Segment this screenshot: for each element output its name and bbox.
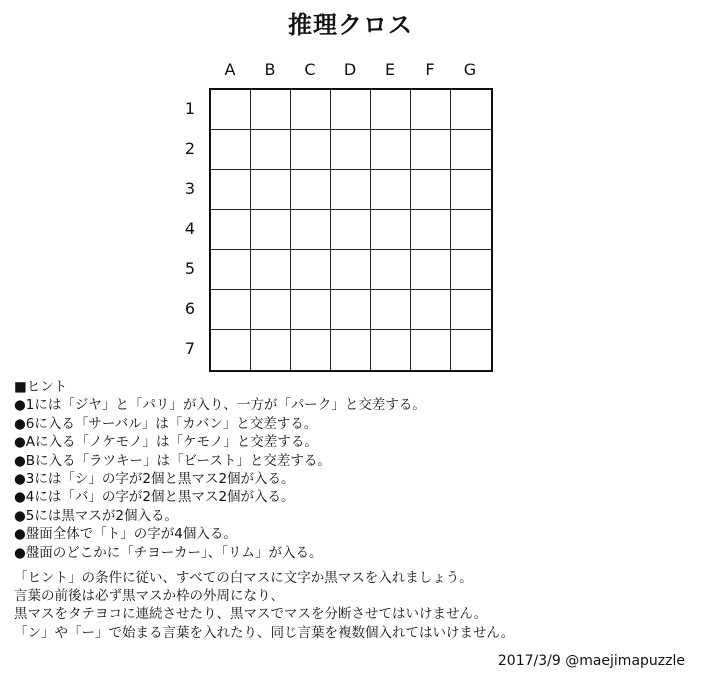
grid-cell-g5[interactable]	[451, 250, 491, 290]
credit-line: 2017/3/9 @maejimapuzzle	[497, 653, 685, 669]
grid-cell-c2[interactable]	[291, 130, 331, 170]
row-header-4: 4	[184, 219, 196, 238]
row-header-3: 3	[184, 179, 196, 198]
grid-cell-e5[interactable]	[371, 250, 411, 290]
grid-cell-a5[interactable]	[211, 250, 251, 290]
grid-cell-b7[interactable]	[251, 330, 291, 370]
grid-cell-a2[interactable]	[211, 130, 251, 170]
grid-cell-g7[interactable]	[451, 330, 491, 370]
grid-cell-d5[interactable]	[331, 250, 371, 290]
column-header-c: C	[304, 60, 316, 79]
instruction-line: 黒マスをタテヨコに連続させたり、黒マスでマスを分断させてはいけません。	[14, 606, 488, 623]
grid-cell-d3[interactable]	[331, 170, 371, 210]
grid-cell-g6[interactable]	[451, 290, 491, 330]
hints-section	[14, 378, 684, 562]
puzzle-grid	[209, 88, 493, 372]
grid-cell-g3[interactable]	[451, 170, 491, 210]
grid-cell-d4[interactable]	[331, 210, 371, 250]
grid-cell-c3[interactable]	[291, 170, 331, 210]
grid-cell-e1[interactable]	[371, 90, 411, 130]
hint-item: ●1には「ジヤ」と「パリ」が入り、一方が「パーク」と交差する。	[14, 397, 426, 414]
hint-item: ●5には黒マスが2個入る。	[14, 507, 178, 524]
hint-item: ●盤面のどこかに「チヨーカー」、「リム」が入る。	[14, 544, 323, 561]
hints-heading: ■ヒント	[14, 379, 68, 395]
hint-item: ●盤面全体で「ト」の字が4個入る。	[14, 526, 237, 543]
instruction-line: 「ン」や「ー」で始まる言葉を入れたり、同じ言葉を複数個入れてはいけません。	[14, 624, 515, 641]
column-header-f: F	[425, 60, 435, 79]
grid-cell-a1[interactable]	[211, 90, 251, 130]
hint-item: ●Bに入る「ラツキー」は「ビースト」と交差する。	[14, 452, 331, 469]
grid-cell-a3[interactable]	[211, 170, 251, 210]
instructions-section	[14, 569, 684, 642]
hint-item: ●Aに入る「ノケモノ」は「ケモノ」と交差する。	[14, 434, 318, 451]
row-headers	[176, 89, 204, 369]
grid-cell-e2[interactable]	[371, 130, 411, 170]
instruction-line: 「ヒント」の条件に従い、すべての白マスに文字か黒マスを入れましょう。	[14, 570, 473, 586]
hint-item: ●4には「バ」の字が2個と黒マス2個が入る。	[14, 489, 295, 506]
column-header-b: B	[264, 60, 276, 79]
grid-cell-b2[interactable]	[251, 130, 291, 170]
grid-cell-e6[interactable]	[371, 290, 411, 330]
grid-cell-a7[interactable]	[211, 330, 251, 370]
grid-cell-d6[interactable]	[331, 290, 371, 330]
grid-cell-e3[interactable]	[371, 170, 411, 210]
grid-cell-f1[interactable]	[411, 90, 451, 130]
grid-cell-g2[interactable]	[451, 130, 491, 170]
row-header-6: 6	[184, 299, 196, 318]
grid-cell-c4[interactable]	[291, 210, 331, 250]
grid-cell-b6[interactable]	[251, 290, 291, 330]
grid-cell-f4[interactable]	[411, 210, 451, 250]
hint-item: ●6に入る「サーバル」は「カバン」と交差する。	[14, 415, 318, 432]
grid-cell-c7[interactable]	[291, 330, 331, 370]
column-header-e: E	[384, 60, 396, 79]
grid-cell-f6[interactable]	[411, 290, 451, 330]
grid-cell-a6[interactable]	[211, 290, 251, 330]
grid-cell-a4[interactable]	[211, 210, 251, 250]
grid-cell-f2[interactable]	[411, 130, 451, 170]
grid-cell-f5[interactable]	[411, 250, 451, 290]
grid-cell-d1[interactable]	[331, 90, 371, 130]
puzzle-title: 推理クロス	[288, 11, 413, 39]
grid-cell-e7[interactable]	[371, 330, 411, 370]
column-header-a: A	[224, 60, 236, 79]
hint-item: ●3には「シ」の字が2個と黒マス2個が入る。	[14, 471, 295, 488]
row-header-5: 5	[184, 259, 196, 278]
instruction-line: 言葉の前後は必ず黒マスか枠の外周になり、	[14, 588, 284, 605]
grid-cell-g1[interactable]	[451, 90, 491, 130]
grid-cell-d2[interactable]	[331, 130, 371, 170]
grid-cell-e4[interactable]	[371, 210, 411, 250]
grid-cell-c1[interactable]	[291, 90, 331, 130]
grid-cell-b1[interactable]	[251, 90, 291, 130]
column-header-d: D	[343, 60, 357, 79]
grid-cell-c6[interactable]	[291, 290, 331, 330]
grid-cell-g4[interactable]	[451, 210, 491, 250]
row-header-2: 2	[184, 139, 196, 158]
row-header-1: 1	[184, 99, 196, 118]
grid-cell-d7[interactable]	[331, 330, 371, 370]
row-header-7: 7	[184, 339, 196, 358]
grid-cell-b5[interactable]	[251, 250, 291, 290]
grid-cell-f3[interactable]	[411, 170, 451, 210]
grid-cell-f7[interactable]	[411, 330, 451, 370]
column-headers	[210, 58, 490, 82]
grid-cell-b3[interactable]	[251, 170, 291, 210]
column-header-g: G	[463, 60, 477, 79]
grid-cell-c5[interactable]	[291, 250, 331, 290]
grid-cell-b4[interactable]	[251, 210, 291, 250]
